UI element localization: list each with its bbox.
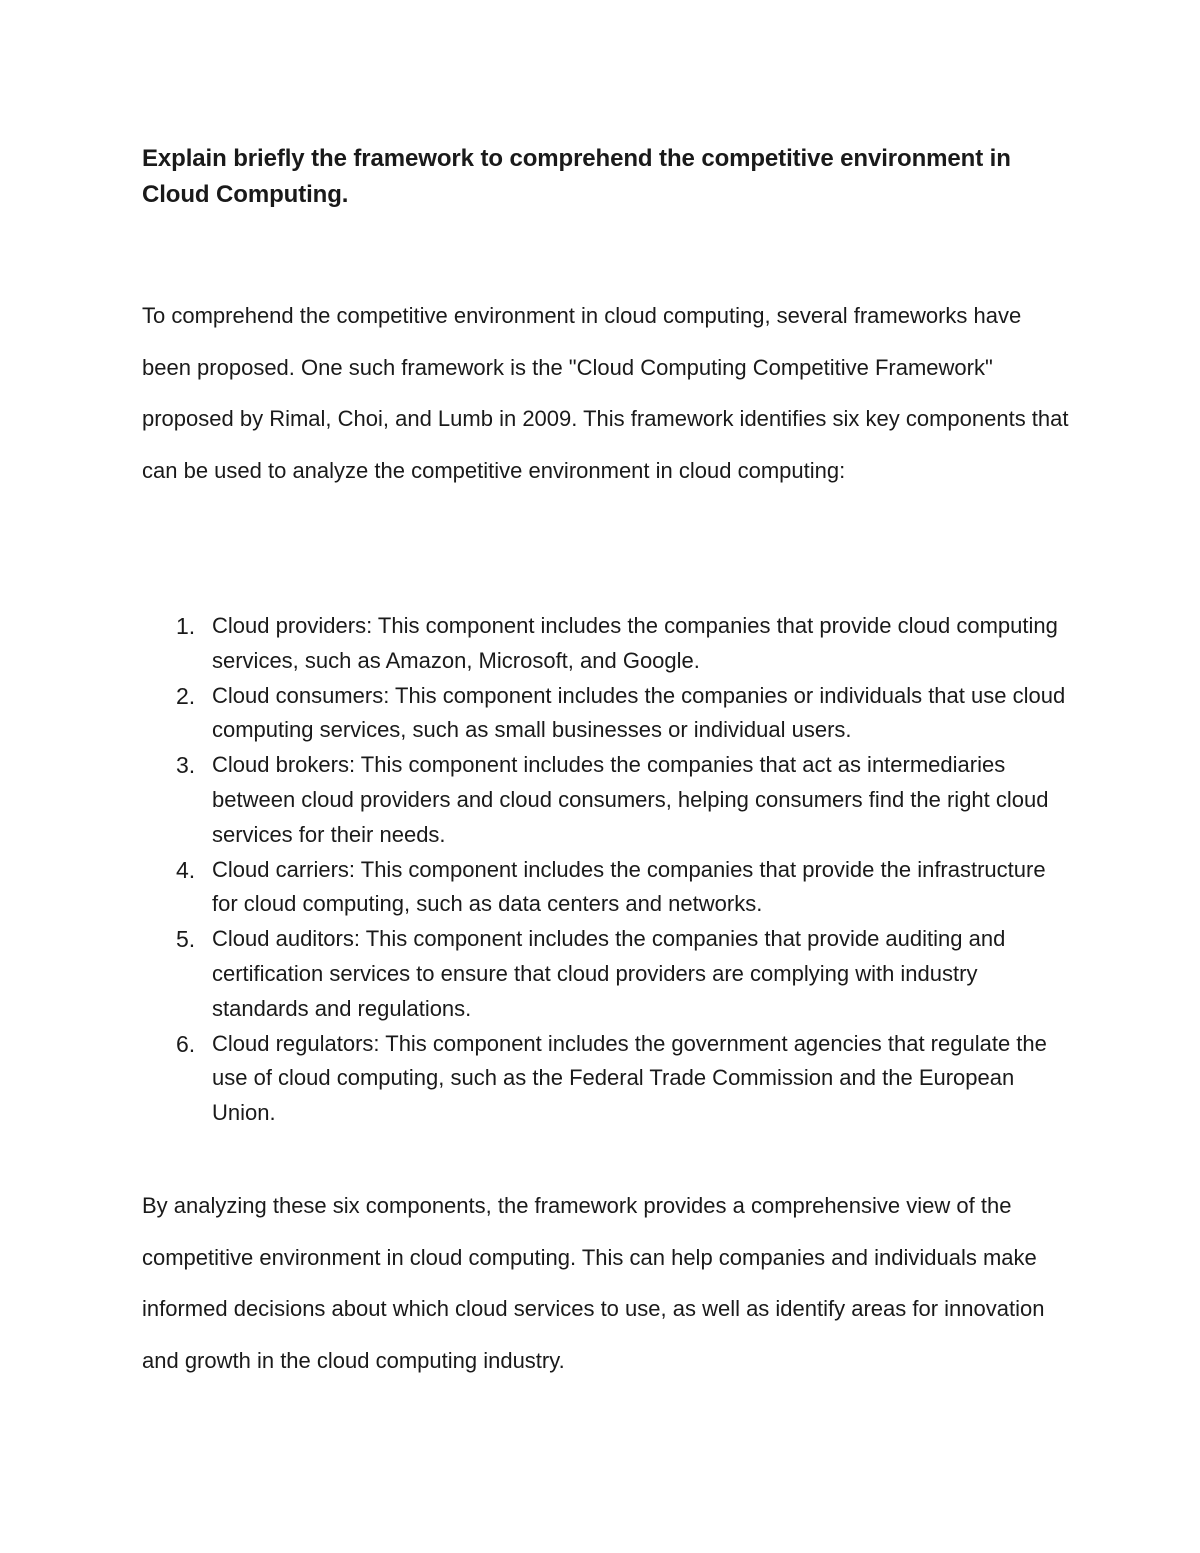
- list-item: [142, 853, 1072, 923]
- list-item-number: 6.: [176, 1030, 196, 1057]
- list-item: [142, 679, 1072, 749]
- list-item: [142, 748, 1072, 852]
- conclusion-paragraph: By analyzing these six components, the framework provides a comprehensive view of the competitive environment in cloud computing. This can help companies and individuals make informed decisions about which cloud services to use, as well as identify areas for innovation and growth in the cloud computing industry.: [142, 1193, 1045, 1373]
- list-item-number: 1.: [176, 613, 196, 639]
- list-item-text: Cloud regulators: This component includes the government agencies that regulate the use of cloud computing, such as the Federal Trade Commission and the European Union.: [212, 1030, 1047, 1126]
- list-item: [142, 609, 1072, 679]
- list-item-number: 3.: [176, 752, 196, 779]
- list-item-number: 2.: [176, 682, 196, 709]
- list-item-text: Cloud carriers: This component includes the companies that provide the infrastructure for cloud computing, such as data centers and networks.: [212, 856, 1046, 917]
- components-list: [142, 609, 1072, 1131]
- list-item: [142, 1027, 1072, 1131]
- intro-paragraph: To comprehend the competitive environment in cloud computing, several frameworks have been proposed. One such framework is the "Cloud Computing Competitive Framework" proposed by Rimal, Choi, and Lumb in 2009. This framework identifies six key components that can be used to analyze the competitive environment in cloud computing:: [142, 303, 1069, 483]
- list-item-text: Cloud providers: This component includes the companies that provide cloud computing services, such as Amazon, Microsoft, and Google.: [212, 613, 1058, 673]
- list-item-number: 4.: [176, 856, 196, 883]
- list-item-text: Cloud brokers: This component includes the companies that act as intermediaries between cloud providers and cloud consumers, helping consumers find the right cloud services for their needs.: [212, 752, 1049, 847]
- document-title: Explain briefly the framework to comprehend the competitive environment in Cloud Computing.: [142, 145, 1011, 208]
- list-item-text: Cloud consumers: This component includes the companies or individuals that use cloud computing services, such as small businesses or individual users.: [212, 682, 1066, 743]
- list-item-text: Cloud auditors: This component includes the companies that provide auditing and certification services to ensure that cloud providers are complying with industry standards and regulations.: [212, 926, 1006, 1021]
- list-item: [142, 922, 1072, 1026]
- list-item-number: 5.: [176, 926, 196, 953]
